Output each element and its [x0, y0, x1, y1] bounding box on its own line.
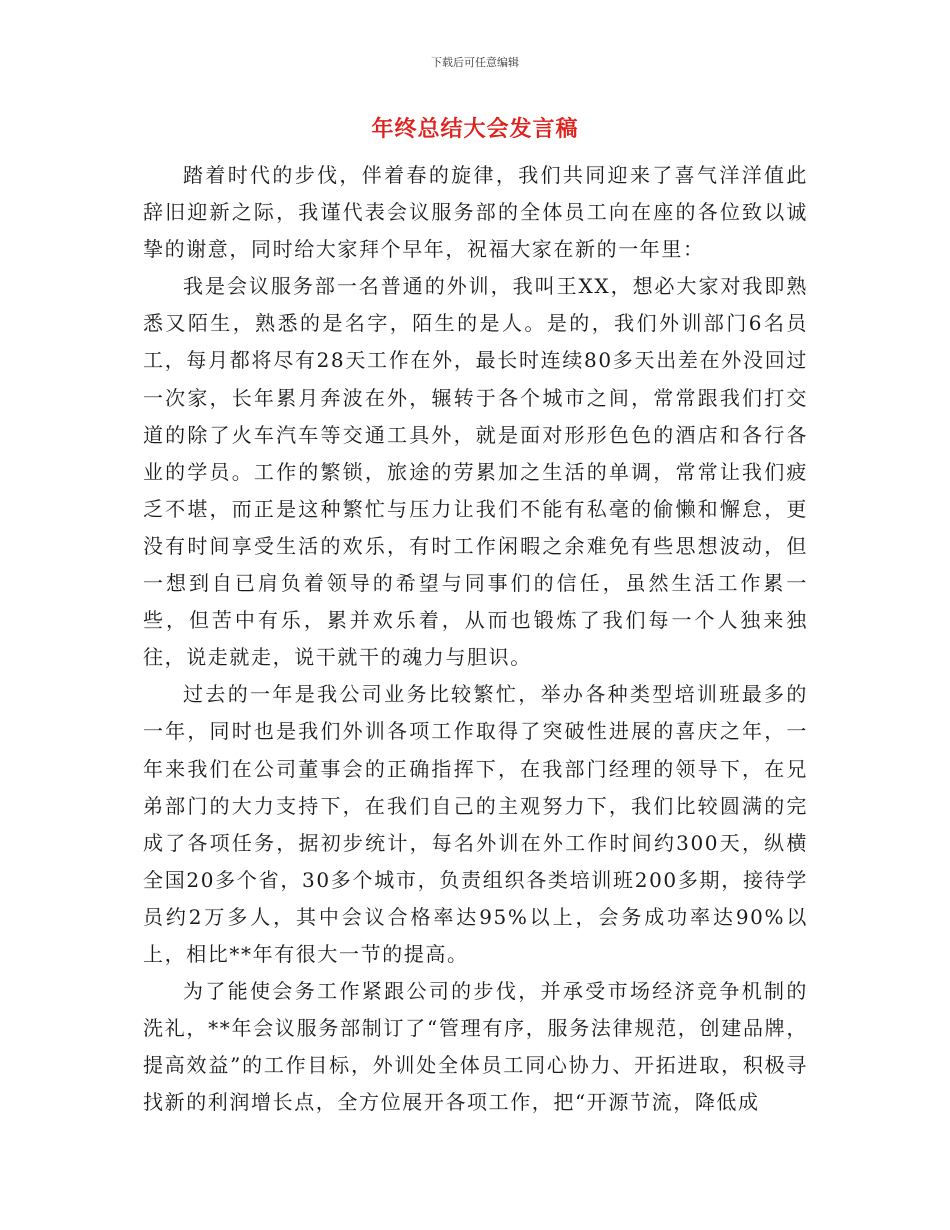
paragraph-1: 踏着时代的步伐，伴着春的旋律，我们共同迎来了喜气洋洋值此辞旧迎新之际，我谨代表会议服务部的全体员工向在座的各位致以诚挚的谢意，同时给大家拜个早年，祝福大家在新的一年里：: [143, 163, 808, 262]
paragraph-3: 过去的一年是我公司业务比较繁忙，举办各种类型培训班最多的一年，同时也是我们外训各项工作取得了突破性进展的喜庆之年，一年来我们在公司董事会的正确指挥下，在我部门经理的领导下，在兄弟部门的大力支持下，在我们自己的主观努力下，我们比较圆满的完成了各项任务，据初步统计，每名外训在外工作时间约300天，纵横全国20多个省，30多个城市，负责组织各类培训班200多期，接待学员约2万多人，其中会议合格率达95%以上，会务成功率达90%以上，相比**年有很大一节的提高。: [143, 682, 808, 966]
paragraph-2: 我是会议服务部一名普通的外训，我叫王XX，想必大家对我即熟悉又陌生，熟悉的是名字，陌生的是人。是的，我们外训部门6名员工，每月都将尽有28天工作在外，最长时连续80多天出差在外没回过一次家，长年累月奔波在外，辗转于各个城市之间，常常跟我们打交道的除了火车汽车等交通工具外，就是面对形形色色的酒店和各行各业的学员。工作的繁锁，旅途的劳累加之生活的单调，常常让我们疲乏不堪，而正是这种繁忙与压力让我们不能有私毫的偷懒和懈怠，更没有时间享受生活的欢乐，有时工作闲暇之余难免有些思想波动，但一想到自已肩负着领导的希望与同事们的信任，虽然生活工作累一些，但苦中有乐，累并欢乐着，从而也锻炼了我们每一个人独来独往，说走就走，说干就干的魂力与胆识。: [143, 274, 808, 670]
document-title: 年终总结大会发言稿: [371, 117, 579, 142]
document-body: [143, 157, 808, 1121]
paragraph-4: 为了能使会务工作紧跟公司的步伐，并承受市场经济竞争机制的洗礼，**年会议服务部制订了“管理有序，服务法律规范，创建品牌，提高效益”的工作目标，外训处全体员工同心协力、开拓进取，积极寻找新的利润增长点，全方位展开各项工作，把“开源节流，降低成: [143, 979, 808, 1115]
page-header-note: 下载后可任意编辑: [431, 56, 519, 69]
